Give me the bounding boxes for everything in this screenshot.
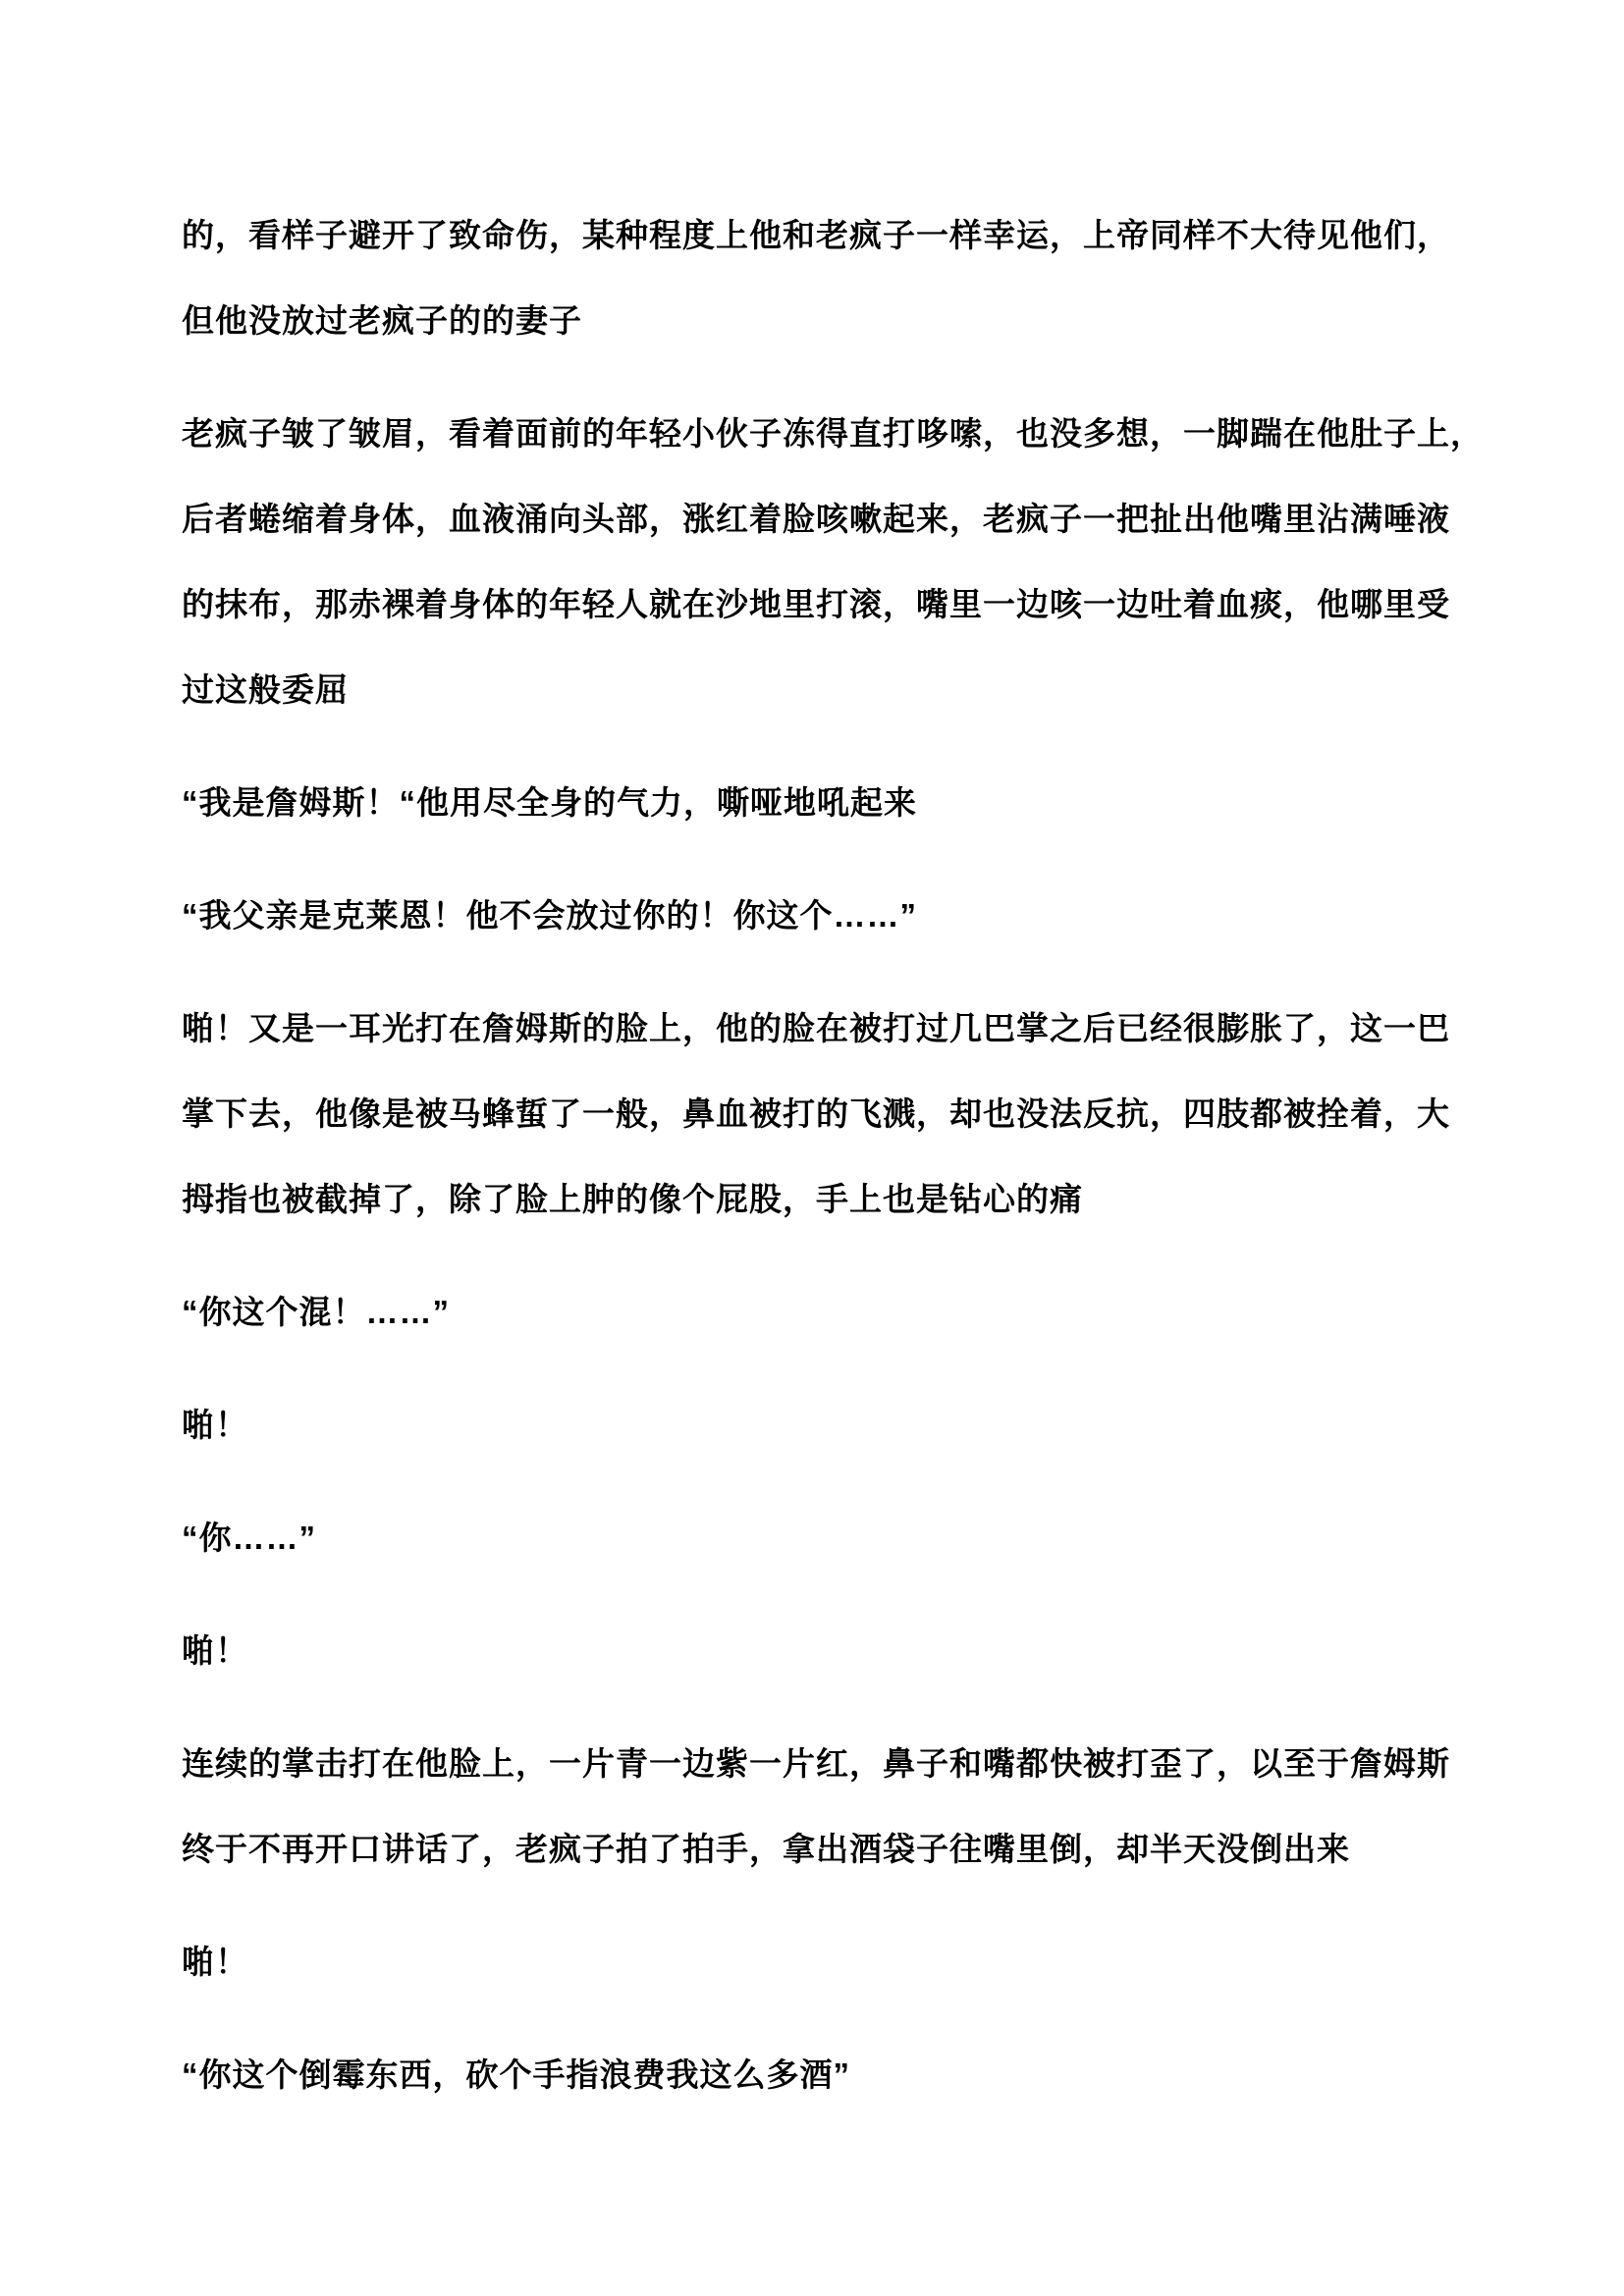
text-line: “你……” — [182, 1520, 316, 1556]
paragraph — [182, 873, 1389, 958]
text-line: 啪！ — [182, 1944, 248, 1980]
paragraph — [182, 192, 1450, 363]
document-text-block — [182, 192, 1484, 2145]
text-line: 啪！ — [182, 1407, 248, 1443]
paragraph — [182, 1495, 1389, 1580]
paragraph — [182, 986, 1450, 1242]
text-line: “我是詹姆斯！“他用尽全身的气力，嘶哑地吼起来 — [182, 784, 917, 821]
text-line: “我父亲是克莱恩！他不会放过你的！你这个……” — [182, 897, 917, 934]
paragraph — [182, 1382, 1389, 1468]
text-line: “你这个混！……” — [182, 1294, 450, 1330]
paragraph — [182, 1608, 1389, 1693]
paragraph — [182, 1721, 1450, 1892]
paragraph — [182, 2032, 1389, 2117]
text-line: 老疯子皱了皱眉，看着面前的年轻小伙子冻得直打哆嗦，也没多想，一脚踹在他肚子上， — [182, 415, 1484, 452]
paragraph — [182, 391, 1484, 732]
text-line: 连续的掌击打在他脸上，一片青一边紫一片红，鼻子和嘴都快被打歪了，以至于詹姆斯 — [182, 1745, 1450, 1782]
text-line: 终于不再开口讲话了，老疯子拍了拍手，拿出酒袋子往嘴里倒，却半天没倒出来 — [182, 1831, 1350, 1867]
text-line: 的，看样子避开了致命伤，某种程度上他和老疯子一样幸运，上帝同样不大待见他们， — [182, 217, 1450, 253]
text-line: 啪！ — [182, 1632, 248, 1669]
text-line: 拇指也被截掉了，除了脸上肿的像个屁股，手上也是钻心的痛 — [182, 1181, 1083, 1217]
text-line: 掌下去，他像是被马蜂蜇了一般，鼻血被打的飞溅，却也没法反抗，四肢都被拴着，大 — [182, 1095, 1450, 1132]
text-line: 但他没放过老疯子的的妻子 — [182, 302, 582, 339]
paragraph — [182, 1919, 1389, 2004]
text-line: 啪！又是一耳光打在詹姆斯的脸上，他的脸在被打过几巴掌之后已经很膨胀了，这一巴 — [182, 1010, 1450, 1046]
text-line: 过这般委屈 — [182, 671, 349, 708]
text-line: 的抹布，那赤裸着身体的年轻人就在沙地里打滚，嘴里一边咳一边吐着血痰，他哪里受 — [182, 586, 1450, 622]
text-line: 后者蜷缩着身体，血液涌向头部，涨红着脸咳嗽起来，老疯子一把扯出他嘴里沾满唾液 — [182, 501, 1450, 537]
paragraph — [182, 1269, 1389, 1355]
paragraph — [182, 760, 1389, 845]
text-line: “你这个倒霉东西，砍个手指浪费我这么多酒” — [182, 2056, 850, 2093]
